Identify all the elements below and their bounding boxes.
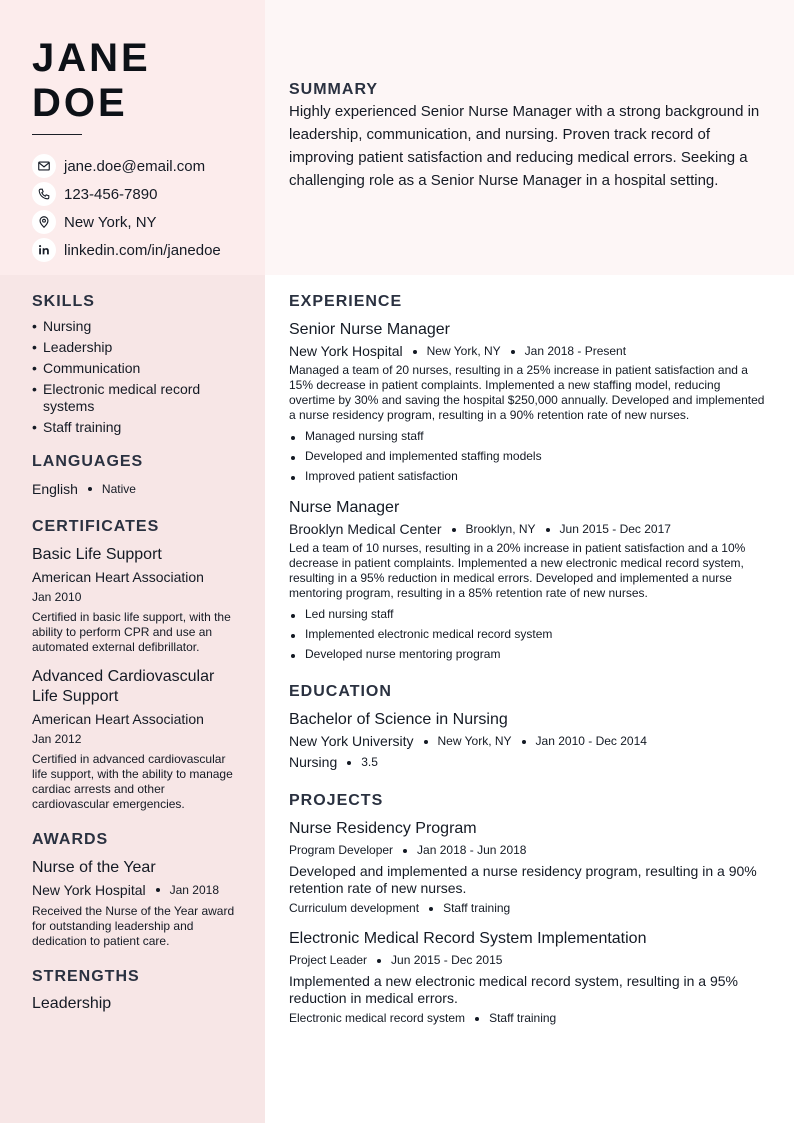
certificate-name: Advanced Cardiovascular Life Support xyxy=(32,668,215,705)
job-bullet: Developed and implemented staffing models xyxy=(289,446,769,466)
job-bullet: Implemented electronic medical record system xyxy=(289,624,769,644)
separator-dot xyxy=(347,761,351,765)
job-bullets xyxy=(289,426,769,486)
strength-item: Leadership xyxy=(32,995,112,1012)
education-school: New York University xyxy=(289,733,414,749)
education-meta xyxy=(289,733,769,750)
separator-dot xyxy=(522,740,526,744)
separator-dot xyxy=(403,849,407,853)
skills-list xyxy=(32,318,237,436)
summary-section xyxy=(289,80,769,192)
first-name: JANE xyxy=(32,36,151,80)
contact-linkedin[interactable] xyxy=(32,236,221,264)
certificate-date: Jan 2010 xyxy=(32,590,82,604)
project-tag: Staff training xyxy=(489,1011,557,1025)
project-meta xyxy=(289,842,769,859)
separator-dot xyxy=(475,1017,479,1021)
project-name: Electronic Medical Record System Implementation xyxy=(289,930,647,947)
job-bullet: Managed nursing staff xyxy=(289,426,769,446)
project-tag: Curriculum development xyxy=(289,901,420,915)
education-field-row xyxy=(289,754,769,771)
summary-text: Highly experienced Senior Nurse Manager with a strong background in leadership, communication, and nursing. Proven track record of improving patient satisfaction and reducing medical errors. Seeking a challenging role as a Senior Nurse Manager in a hospital setting. xyxy=(289,103,760,189)
location-text: New York, NY xyxy=(64,213,157,231)
language-name: English xyxy=(32,481,78,497)
project-dates: Jan 2018 - Jun 2018 xyxy=(417,843,527,857)
contact-email[interactable] xyxy=(32,152,221,180)
linkedin-icon xyxy=(32,238,56,262)
project-item xyxy=(289,929,769,1027)
last-name: DOE xyxy=(32,81,128,125)
certificate-org: American Heart Association xyxy=(32,711,204,727)
education-section xyxy=(289,682,769,771)
separator-dot xyxy=(88,487,92,491)
project-tag: Staff training xyxy=(443,901,511,915)
certificates-title: CERTIFICATES xyxy=(32,518,160,535)
job-bullet: Improved patient satisfaction xyxy=(289,466,769,486)
job-description: Managed a team of 20 nurses, resulting in a 25% increase in patient satisfaction and a 15% decrease in patient complaints. Implemented a new staffing model, reducing overtime by 30% and saving the hospital $250,000 annually. Developed and implemented a nurse residency program, resulting in a 90% retention rate of new nurses. xyxy=(289,363,765,422)
job-company: Brooklyn Medical Center xyxy=(289,521,442,537)
education-location: New York, NY xyxy=(437,734,512,748)
project-item xyxy=(289,819,769,917)
skill-item: • Electronic medical record systems xyxy=(32,381,237,415)
skills-title: SKILLS xyxy=(32,293,95,310)
education-dates: Jan 2010 - Dec 2014 xyxy=(535,734,647,748)
summary-title: SUMMARY xyxy=(289,81,379,98)
job-bullet: Led nursing staff xyxy=(289,604,769,624)
certificate-desc: Certified in basic life support, with the ability to perform CPR and use an automated external defibrillator. xyxy=(32,610,231,654)
job-dates: Jun 2015 - Dec 2017 xyxy=(559,522,671,536)
awards-section xyxy=(32,830,237,949)
projects-section xyxy=(289,791,769,1027)
job-company: New York Hospital xyxy=(289,343,403,359)
main-content xyxy=(289,292,769,1027)
award-name: Nurse of the Year xyxy=(32,859,156,876)
job-dates: Jan 2018 - Present xyxy=(524,344,627,358)
job-description: Led a team of 10 nurses, resulting in a 20% increase in patient satisfaction and a 10% decrease in patient complaints. Implemented a new electronic medical record system, resulting in a 95% reduction in medical errors. Developed and implemented a nurse mentoring program, resulting in a 85% retention rate of new nurses. xyxy=(289,541,746,600)
award-meta xyxy=(32,882,237,898)
project-name: Nurse Residency Program xyxy=(289,820,477,837)
languages-title: LANGUAGES xyxy=(32,453,144,470)
job-bullets xyxy=(289,604,769,664)
language-level: Native xyxy=(101,482,136,496)
job-bullet: Developed nurse mentoring program xyxy=(289,644,769,664)
job-title: Nurse Manager xyxy=(289,499,400,516)
name-divider xyxy=(32,134,82,135)
email-text[interactable]: jane.doe@email.com xyxy=(64,157,206,175)
skill-item: • Staff training xyxy=(32,419,237,436)
award-desc: Received the Nurse of the Year award for outstanding leadership and dedication to patient care. xyxy=(32,904,235,948)
certificate-item xyxy=(32,667,237,812)
separator-dot xyxy=(452,528,456,532)
separator-dot xyxy=(429,907,433,911)
certificates-section xyxy=(32,517,237,812)
certificate-desc: Certified in advanced cardiovascular life support, with the ability to manage cardiac arrests and other cardiovascular emergencies. xyxy=(32,752,233,811)
skill-item: • Leadership xyxy=(32,339,237,356)
project-tag: Electronic medical record system xyxy=(289,1011,466,1025)
education-degree: Bachelor of Science in Nursing xyxy=(289,711,508,728)
project-role: Program Developer xyxy=(289,843,394,857)
skill-item: • Nursing xyxy=(32,318,237,335)
separator-dot xyxy=(511,350,515,354)
education-gpa: 3.5 xyxy=(361,755,378,769)
education-field: Nursing xyxy=(289,754,338,770)
experience-title: EXPERIENCE xyxy=(289,293,403,310)
experience-section xyxy=(289,292,769,664)
separator-dot xyxy=(377,959,381,963)
job-title: Senior Nurse Manager xyxy=(289,321,450,338)
contact-phone[interactable] xyxy=(32,180,221,208)
candidate-name xyxy=(32,36,151,126)
linkedin-text[interactable]: linkedin.com/in/janedoe xyxy=(64,241,221,259)
certificate-date: Jan 2012 xyxy=(32,732,82,746)
languages-section xyxy=(32,452,237,497)
education-title: EDUCATION xyxy=(289,683,392,700)
separator-dot xyxy=(156,888,160,892)
separator-dot xyxy=(424,740,428,744)
project-dates: Jun 2015 - Dec 2015 xyxy=(391,953,503,967)
skill-item: • Communication xyxy=(32,360,237,377)
location-pin-icon xyxy=(32,210,56,234)
awards-title: AWARDS xyxy=(32,831,109,848)
award-org: New York Hospital xyxy=(32,882,146,898)
project-description: Implemented a new electronic medical record system, resulting in a 95% reduction in medical errors. xyxy=(289,973,738,1006)
job-meta xyxy=(289,343,769,360)
certificate-org: American Heart Association xyxy=(32,569,204,585)
strengths-title: STRENGTHS xyxy=(32,968,140,985)
contact-location xyxy=(32,208,221,236)
contact-list xyxy=(32,152,221,264)
project-tags xyxy=(289,1010,769,1027)
project-tags xyxy=(289,900,769,917)
job-location: Brooklyn, NY xyxy=(465,522,536,536)
experience-item xyxy=(289,498,769,664)
job-location: New York, NY xyxy=(426,344,501,358)
award-date: Jan 2018 xyxy=(169,883,220,897)
separator-dot xyxy=(546,528,550,532)
skills-section xyxy=(32,292,237,436)
job-meta xyxy=(289,521,769,538)
projects-title: PROJECTS xyxy=(289,792,384,809)
mail-icon xyxy=(32,154,56,178)
experience-item xyxy=(289,320,769,486)
language-item xyxy=(32,481,237,497)
project-meta xyxy=(289,952,769,969)
project-description: Developed and implemented a nurse residency program, resulting in a 90% retention rate of new nurses. xyxy=(289,863,757,896)
separator-dot xyxy=(413,350,417,354)
phone-text[interactable]: 123-456-7890 xyxy=(64,185,158,203)
strengths-section xyxy=(32,967,237,1013)
sidebar-content xyxy=(32,292,237,1013)
phone-icon xyxy=(32,182,56,206)
certificate-name: Basic Life Support xyxy=(32,546,162,563)
project-role: Project Leader xyxy=(289,953,368,967)
certificate-item xyxy=(32,545,237,655)
